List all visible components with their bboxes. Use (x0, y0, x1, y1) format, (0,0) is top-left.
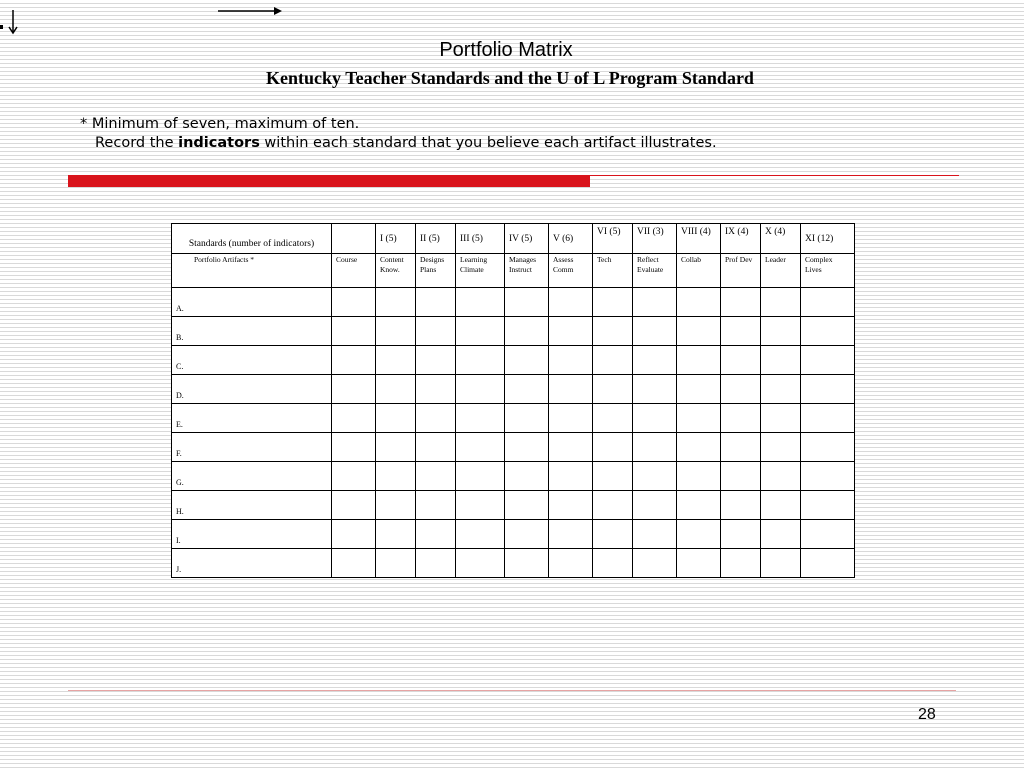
indicator-cell[interactable] (761, 433, 801, 462)
slide-title: Portfolio Matrix (439, 39, 573, 61)
indicator-cell[interactable] (549, 491, 593, 520)
artifact-row (172, 404, 855, 433)
indicator-cell[interactable] (376, 549, 416, 578)
artifact-row (172, 491, 855, 520)
artifact-row (172, 520, 855, 549)
indicator-cell[interactable] (416, 346, 456, 375)
indicator-cell[interactable] (633, 346, 677, 375)
standard-code-8: VIII (4) (677, 224, 721, 254)
indicator-cell[interactable] (677, 520, 721, 549)
indicator-cell[interactable] (677, 549, 721, 578)
course-cell[interactable] (332, 346, 376, 375)
indicator-cell[interactable] (416, 288, 456, 317)
standard-code-4: IV (5) (505, 224, 549, 254)
indicator-cell[interactable] (416, 317, 456, 346)
indicator-cell[interactable] (376, 375, 416, 404)
course-cell[interactable] (332, 549, 376, 578)
artifact-label: G. (172, 462, 332, 491)
standard-desc-1: Content Know. (376, 254, 416, 288)
indicator-cell[interactable] (677, 346, 721, 375)
indicator-cell[interactable] (456, 462, 505, 491)
standard-code-6: VI (5) (593, 224, 633, 254)
indicator-cell[interactable] (721, 491, 761, 520)
indicator-cell[interactable] (505, 433, 549, 462)
artifact-label: B. (172, 317, 332, 346)
artifact-label: A. (172, 288, 332, 317)
indicator-cell[interactable] (633, 404, 677, 433)
indicator-cell[interactable] (721, 433, 761, 462)
artifacts-label: Portfolio Artifacts * (172, 254, 332, 288)
indicator-cell[interactable] (721, 317, 761, 346)
indicator-cell[interactable] (593, 433, 633, 462)
course-cell[interactable] (332, 520, 376, 549)
indicator-cell[interactable] (505, 404, 549, 433)
standard-code-5: V (6) (549, 224, 593, 254)
indicator-cell[interactable] (761, 549, 801, 578)
artifact-row (172, 375, 855, 404)
standard-code-1: I (5) (376, 224, 416, 254)
indicator-cell[interactable] (761, 288, 801, 317)
indicator-cell[interactable] (456, 375, 505, 404)
indicator-cell[interactable] (761, 404, 801, 433)
indicator-cell[interactable] (761, 462, 801, 491)
indicator-cell[interactable] (593, 520, 633, 549)
indicator-cell[interactable] (376, 404, 416, 433)
standard-desc-2: Designs Plans (416, 254, 456, 288)
indicator-cell[interactable] (721, 346, 761, 375)
standard-desc-8: Collab (677, 254, 721, 288)
indicator-cell[interactable] (677, 375, 721, 404)
indicator-cell[interactable] (376, 462, 416, 491)
indicator-cell[interactable] (505, 520, 549, 549)
standard-desc-3: Learning Climate (456, 254, 505, 288)
indicator-cell[interactable] (505, 346, 549, 375)
indicator-cell[interactable] (593, 491, 633, 520)
course-cell[interactable] (332, 288, 376, 317)
standard-desc-6: Tech (593, 254, 633, 288)
indicator-cell[interactable] (505, 375, 549, 404)
indicator-cell[interactable] (456, 433, 505, 462)
indicator-cell[interactable] (416, 520, 456, 549)
artifact-label: J. (172, 549, 332, 578)
indicator-cell[interactable] (721, 520, 761, 549)
artifact-row (172, 462, 855, 491)
indicator-cell[interactable] (801, 404, 855, 433)
indicator-cell[interactable] (505, 462, 549, 491)
indicator-cell[interactable] (549, 375, 593, 404)
indicator-cell[interactable] (456, 520, 505, 549)
indicator-cell[interactable] (801, 549, 855, 578)
indicator-cell[interactable] (801, 520, 855, 549)
header-blank-cell (332, 224, 376, 254)
accent-rule (590, 175, 959, 176)
indicator-cell[interactable] (677, 404, 721, 433)
indicator-cell[interactable] (677, 491, 721, 520)
minimum-note: * Minimum of seven, maximum of ten. (80, 116, 360, 132)
standard-code-7: VII (3) (633, 224, 677, 254)
artifact-label: F. (172, 433, 332, 462)
footer-rule (68, 690, 956, 691)
standard-code-11: XI (12) (801, 224, 855, 254)
artifact-label: E. (172, 404, 332, 433)
indicator-cell[interactable] (593, 462, 633, 491)
artifact-row (172, 288, 855, 317)
indicator-cell[interactable] (633, 491, 677, 520)
indicator-cell[interactable] (456, 549, 505, 578)
indicator-cell[interactable] (801, 462, 855, 491)
artifact-label: I. (172, 520, 332, 549)
artifact-label: D. (172, 375, 332, 404)
standard-desc-9: Prof Dev (721, 254, 761, 288)
indicator-cell[interactable] (761, 317, 801, 346)
indicator-cell[interactable] (633, 462, 677, 491)
portfolio-matrix-table (171, 223, 855, 578)
indicator-cell[interactable] (456, 491, 505, 520)
indicator-cell[interactable] (801, 375, 855, 404)
indicator-cell[interactable] (633, 520, 677, 549)
indicator-cell[interactable] (801, 433, 855, 462)
indicator-cell[interactable] (677, 288, 721, 317)
course-cell[interactable] (332, 462, 376, 491)
indicator-cell[interactable] (593, 404, 633, 433)
indicator-cell[interactable] (456, 288, 505, 317)
indicator-cell[interactable] (549, 288, 593, 317)
indicator-cell[interactable] (633, 433, 677, 462)
indicator-cell[interactable] (376, 346, 416, 375)
standards-header-row (172, 224, 855, 254)
descriptors-row (172, 254, 855, 288)
indicator-cell[interactable] (593, 288, 633, 317)
artifact-row (172, 317, 855, 346)
artifact-label: H. (172, 491, 332, 520)
standard-desc-5: Assess Comm (549, 254, 593, 288)
indicator-cell[interactable] (801, 491, 855, 520)
page-number: 28 (918, 706, 936, 723)
artifact-label: C. (172, 346, 332, 375)
indicator-cell[interactable] (633, 549, 677, 578)
indicator-cell[interactable] (633, 288, 677, 317)
indicator-cell[interactable] (376, 491, 416, 520)
indicator-cell[interactable] (549, 520, 593, 549)
artifact-row (172, 346, 855, 375)
instruction-note (95, 135, 717, 151)
indicator-cell[interactable] (549, 462, 593, 491)
indicator-cell[interactable] (593, 549, 633, 578)
indicator-cell[interactable] (761, 346, 801, 375)
standard-desc-10: Leader (761, 254, 801, 288)
indicator-cell[interactable] (549, 549, 593, 578)
course-label: Course (332, 254, 376, 288)
indicator-cell[interactable] (761, 375, 801, 404)
indicator-cell[interactable] (677, 433, 721, 462)
right-arrow-icon (216, 4, 286, 18)
standard-code-10: X (4) (761, 224, 801, 254)
indicator-cell[interactable] (376, 288, 416, 317)
indicator-cell[interactable] (416, 375, 456, 404)
indicator-cell[interactable] (505, 549, 549, 578)
standards-label: Standards (number of indicators) (172, 224, 332, 254)
indicator-cell[interactable] (721, 375, 761, 404)
course-cell[interactable] (332, 433, 376, 462)
instruction-emphasis: indicators (178, 135, 260, 151)
standard-code-9: IX (4) (721, 224, 761, 254)
indicator-cell[interactable] (416, 433, 456, 462)
instruction-text-after: within each standard that you believe each artifact illustrates. (259, 135, 717, 151)
indicator-cell[interactable] (549, 317, 593, 346)
indicator-cell[interactable] (416, 462, 456, 491)
indicator-cell[interactable] (456, 346, 505, 375)
indicator-cell[interactable] (677, 317, 721, 346)
indicator-cell[interactable] (801, 317, 855, 346)
indicator-cell[interactable] (633, 375, 677, 404)
indicator-cell[interactable] (376, 317, 416, 346)
indicator-cell[interactable] (376, 433, 416, 462)
accent-bar (68, 175, 590, 187)
indicator-cell[interactable] (456, 317, 505, 346)
indicator-cell[interactable] (549, 433, 593, 462)
indicator-cell[interactable] (721, 549, 761, 578)
indicator-cell[interactable] (376, 520, 416, 549)
indicator-cell[interactable] (593, 317, 633, 346)
indicator-cell[interactable] (416, 404, 456, 433)
standard-desc-11: Complex Lives (801, 254, 855, 288)
instruction-text-before: Record the (95, 135, 179, 151)
course-cell[interactable] (332, 404, 376, 433)
artifact-row (172, 549, 855, 578)
indicator-cell[interactable] (721, 288, 761, 317)
down-arrow-icon (0, 8, 26, 36)
indicator-cell[interactable] (633, 317, 677, 346)
indicator-cell[interactable] (456, 404, 505, 433)
indicator-cell[interactable] (505, 317, 549, 346)
indicator-cell[interactable] (721, 404, 761, 433)
indicator-cell[interactable] (677, 462, 721, 491)
standard-desc-4: Manages Instruct (505, 254, 549, 288)
standard-desc-7: Reflect Evaluate (633, 254, 677, 288)
standard-code-2: II (5) (416, 224, 456, 254)
indicator-cell[interactable] (761, 520, 801, 549)
indicator-cell[interactable] (505, 491, 549, 520)
indicator-cell[interactable] (593, 375, 633, 404)
artifact-row (172, 433, 855, 462)
course-cell[interactable] (332, 375, 376, 404)
indicator-cell[interactable] (416, 549, 456, 578)
indicator-cell[interactable] (416, 491, 456, 520)
indicator-cell[interactable] (593, 346, 633, 375)
indicator-cell[interactable] (801, 346, 855, 375)
course-cell[interactable] (332, 317, 376, 346)
slide-subtitle: Kentucky Teacher Standards and the U of L Program Standard (266, 68, 754, 88)
indicator-cell[interactable] (801, 288, 855, 317)
indicator-cell[interactable] (761, 491, 801, 520)
indicator-cell[interactable] (505, 288, 549, 317)
indicator-cell[interactable] (549, 346, 593, 375)
course-cell[interactable] (332, 491, 376, 520)
indicator-cell[interactable] (549, 404, 593, 433)
standard-code-3: III (5) (456, 224, 505, 254)
indicator-cell[interactable] (721, 462, 761, 491)
